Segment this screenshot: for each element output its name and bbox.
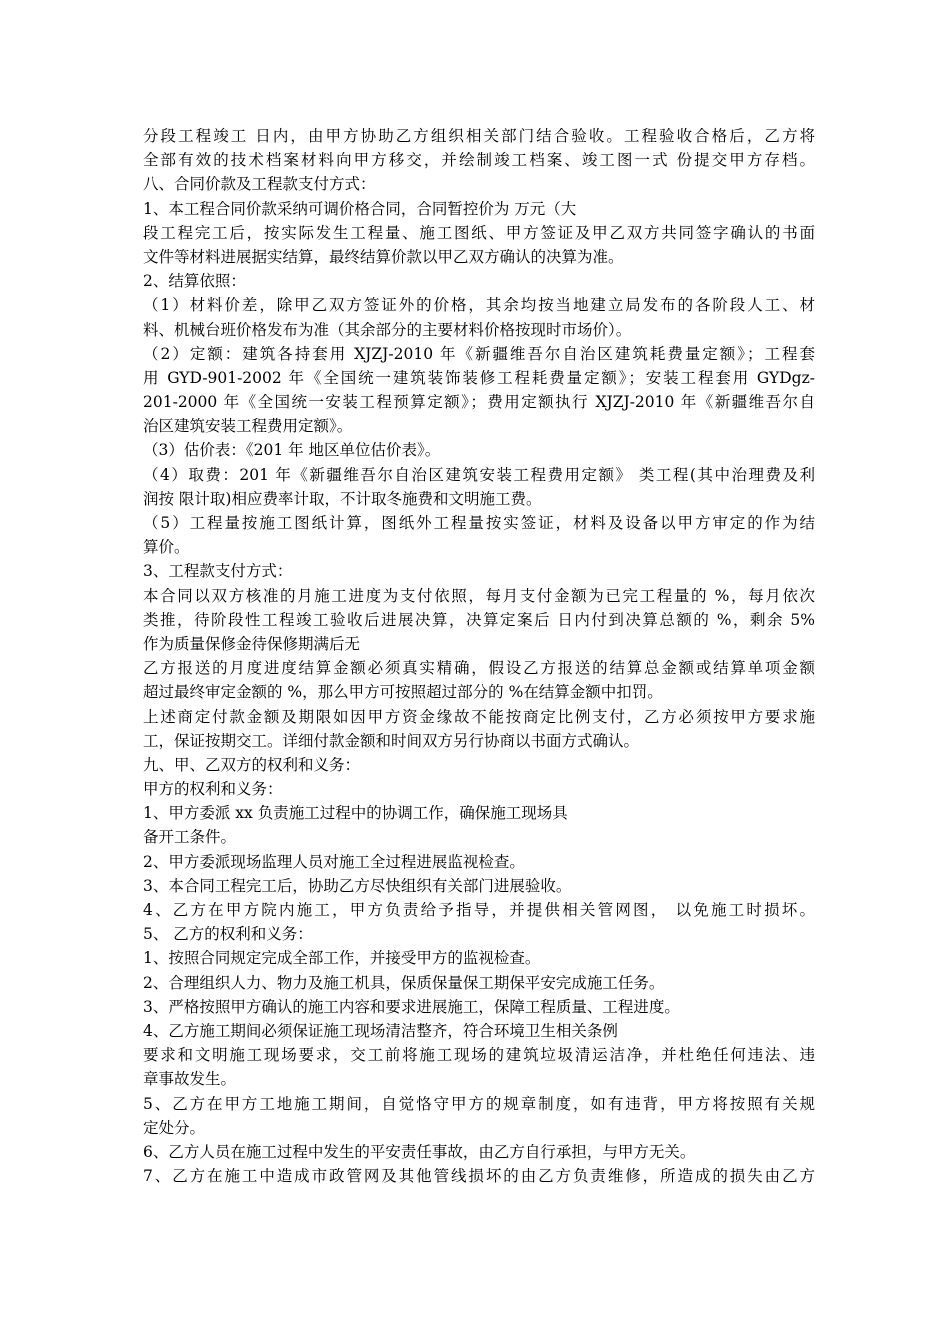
text-line: 八、合同价款及工程款支付方式： [143,175,376,194]
text-line: 7、乙方在施工中造成市政管网及其他管线损坏的由乙方负责维修，所造成的损失由乙方 [143,1167,815,1186]
text-line: 2、合理组织人力、物力及施工机具，保质保量保工期保平安完成施工任务。 [143,973,665,992]
text-line: 2、甲方委派现场监理人员对施工全过程进展监视检查。 [143,852,525,871]
text-line: 1、按照合同规定完成全部工作，并接受甲方的监视检查。 [143,949,541,968]
text-line: 201-2000 年《全国统一安装工程预算定额》；费用定额执行 XJZJ-2010 年《新疆维吾尔自 [143,393,815,412]
text-line: 用 GYD-901-2002 年《全国统一建筑装饰装修工程耗费量定额》；安装工程套用 GYDgz- [143,368,815,387]
text-line: 章事故发生。 [143,1070,237,1089]
text-line: 2、结算依照： [143,272,246,291]
text-line: 本合同以双方核准的月施工进度为支付依照，每月支付金额为已完工程量的 %，每月依次 [143,586,815,605]
text-line: 3、严格按照甲方确认的施工内容和要求进展施工，保障工程质量、工程进度。 [143,997,680,1016]
contract-body-text [143,124,815,1188]
text-line: 1、甲方委派 xx 负责施工过程中的协调工作，确保施工现场具 [143,804,568,823]
text-line: 治区建筑安装工程费用定额》。 [143,417,353,436]
text-line: 九、甲、乙双方的权利和义务： [143,755,361,774]
text-line: 分段工程竣工 日内，由甲方协助乙方组织相关部门结合验收。工程验收合格后，乙方将 [143,127,815,145]
text-line: （3）估价表：《201 年 地区单位估价表》。 [143,441,441,460]
text-line: 乙方报送的月度进度结算金额必须真实精确，假设乙方报送的结算总金额或结算单项金额 [143,659,815,678]
text-line: 5、 乙方的权利和义务： [143,925,313,944]
text-line: （2）定额：建筑各持套用 XJZJ-2010 年《新疆维吾尔自治区建筑耗费量定额》；工程套 [143,344,815,363]
text-line: 文件等材料进展据实结算，最终结算价款以甲乙双方确认的决算为准。 [143,247,624,266]
text-line: （4）取费：201 年《新疆维吾尔自治区建筑安装工程费用定额》 类工程(其中治理费及利 [143,465,815,484]
text-line: 作为质量保修金待保修期满后无 [143,634,361,653]
text-line: （5）工程量按施工图纸计算，图纸外工程量按实签证，材料及设备以甲方审定的作为结 [143,514,815,532]
text-line: 5、乙方在甲方工地施工期间，自觉恪守甲方的规章制度，如有违背，甲方将按照有关规 [143,1094,815,1113]
text-line: 工，保证按期交工。详细付款金额和时间双方另行协商以书面方式确认。 [143,731,640,750]
text-line: 料、机械台班价格发布为准（其余部分的主要材料价格按现时市场价）。 [143,320,632,339]
text-line: 4、乙方在甲方院内施工，甲方负责给予指导，并提供相关管网图， 以免施工时损坏。 [143,901,815,919]
text-line: （1）材料价差，除甲乙双方签证外的价格，其余均按当地建立局发布的各阶段人工、材 [143,296,815,315]
text-line: 超过最终审定金额的 %，那么甲方可按照超过部分的 %在结算金额中扣罚。 [143,683,663,702]
text-line: 算价。 [143,538,190,557]
text-line: 类推，待阶段性工程竣工验收后进展决算，决算定案后 日内付到决算总额的 %，剩余 5% [143,610,815,629]
text-line: 润按 限计取)相应费率计取，不计取冬施费和文明施工费。 [143,489,542,508]
text-line: 3、本合同工程完工后，协助乙方尽快组织有关部门进展验收。 [143,876,572,895]
text-line: 6、乙方人员在施工过程中发生的平安责任事故，由乙方自行承担，与甲方无关。 [143,1142,696,1161]
text-line: 上述商定付款金额及期限如因甲方资金缘故不能按商定比例支付，乙方必须按甲方要求施 [143,707,815,726]
text-line: 4、乙方施工期间必须保证施工现场清洁整齐，符合环境卫生相关条例 [143,1021,618,1040]
text-line: 全部有效的技术档案材料向甲方移交，并绘制竣工档案、竣工图一式 份提交甲方存档。 [143,151,815,170]
text-line: 1、本工程合同价款采纳可调价格合同，合同暂控价为 万元（大 [143,199,577,218]
text-line: 定处分。 [143,1118,206,1137]
text-line: 3、工程款支付方式： [143,562,293,581]
text-line: 要求和文明施工现场要求，交工前将施工现场的建筑垃圾清运洁净，并杜绝任何违法、违 [143,1046,815,1065]
text-line: 段工程完工后，按实际发生工程量、施工图纸、甲方签证及甲乙双方共同签字确认的书面 [143,223,815,242]
text-line: 备开工条件。 [143,828,237,847]
text-line: 甲方的权利和义务： [143,780,283,799]
